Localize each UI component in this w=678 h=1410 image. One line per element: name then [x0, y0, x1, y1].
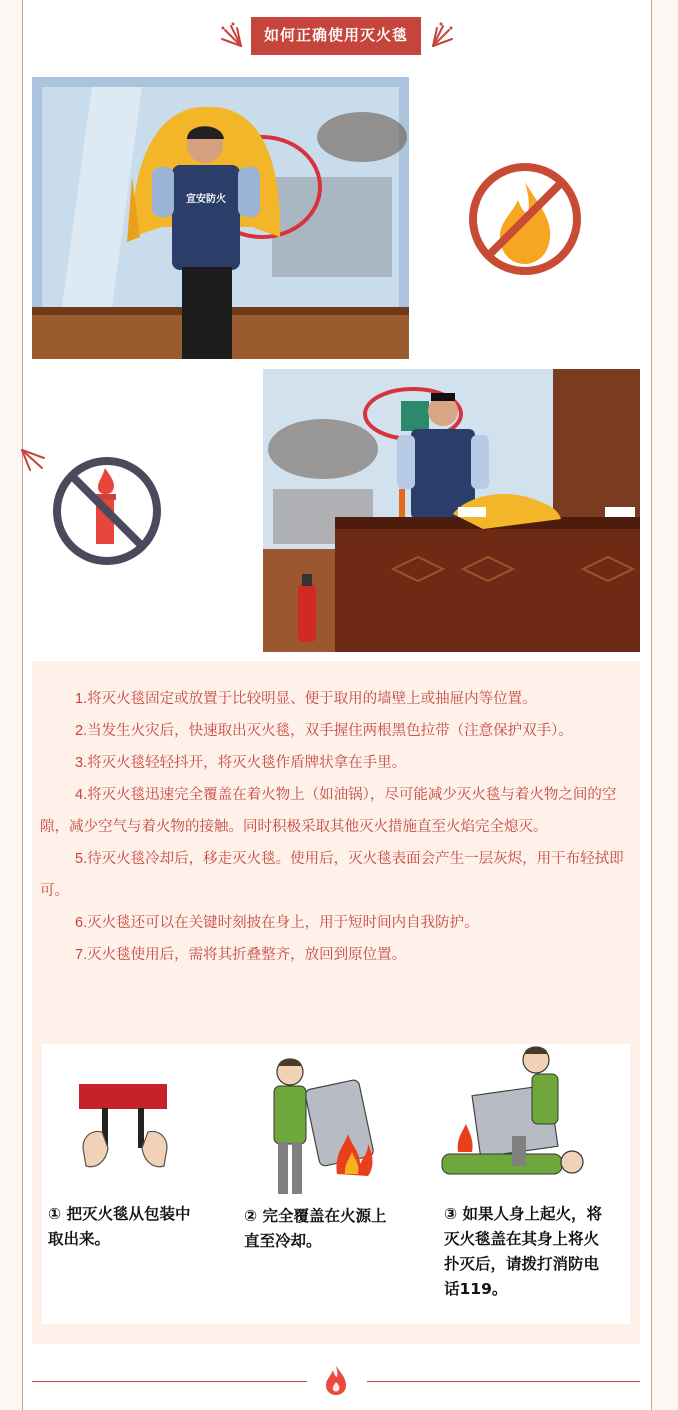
caption-3-line-1: ③ 如果人身上起火，将	[444, 1205, 603, 1223]
firework-burst-icon	[219, 22, 247, 50]
caption-2-line-1: ② 完全覆盖在火源上	[244, 1207, 387, 1225]
instructions-list	[40, 683, 632, 971]
step-4: 4.将灭火毯迅速完全覆盖在着火物上（如油锅），尽可能减少灭火毯与着火物之间的空隙，减少空气与着火物的接触。同时积极采取其他灭火措施直至火焰完全熄灭。	[40, 787, 617, 835]
caption-2-line-2: 直至冷却。	[244, 1232, 322, 1250]
step-1: 1.将灭火毯固定或放置于比较明显、便于取用的墙壁上或抽屉内等位置。	[75, 691, 537, 707]
caption-1-line-2: 取出来。	[48, 1230, 111, 1248]
footer-divider-right	[367, 1381, 640, 1382]
no-candle-icon	[50, 454, 164, 568]
step-3: 3.将灭火毯轻轻抖开，将灭火毯作盾牌状拿在手里。	[75, 755, 407, 771]
caption-3-line-3: 扑灭后，请拨打消防电	[444, 1255, 600, 1273]
footer-divider-left	[32, 1381, 307, 1382]
step-2: 2.当发生火灾后，快速取出灭火毯，双手握住两根黑色拉带（注意保护双手）。	[75, 723, 573, 739]
section-title: 如何正确使用灭火毯	[251, 17, 421, 55]
caption-2	[244, 1204, 387, 1254]
demo-photo-blanket-over-shoulders	[32, 77, 409, 359]
usage-illustration	[42, 1044, 630, 1324]
vest-text: 宣安防火	[186, 194, 226, 205]
demo-photo-blanket-on-table	[263, 369, 640, 652]
step-5: 5.待灭火毯冷却后，移走灭火毯。使用后，灭火毯表面会产生一层灰烬，用干布轻拭即可。	[40, 851, 624, 899]
firework-burst-icon	[20, 446, 48, 474]
firework-burst-icon	[427, 22, 455, 50]
caption-3-line-2: 灭火毯盖在其身上将火	[444, 1230, 600, 1248]
flame-icon	[324, 1364, 348, 1396]
caption-1	[48, 1202, 191, 1252]
caption-3-line-4: 话119。	[444, 1280, 508, 1298]
step-7: 7.灭火毯使用后，需将其折叠整齐，放回到原位置。	[75, 947, 407, 963]
caption-3	[444, 1202, 602, 1302]
caption-1-line-1: ① 把灭火毯从包装中	[48, 1205, 191, 1223]
no-flame-icon	[466, 160, 584, 278]
step-6: 6.灭火毯还可以在关键时刻披在身上，用于短时间内自我防护。	[75, 915, 479, 931]
